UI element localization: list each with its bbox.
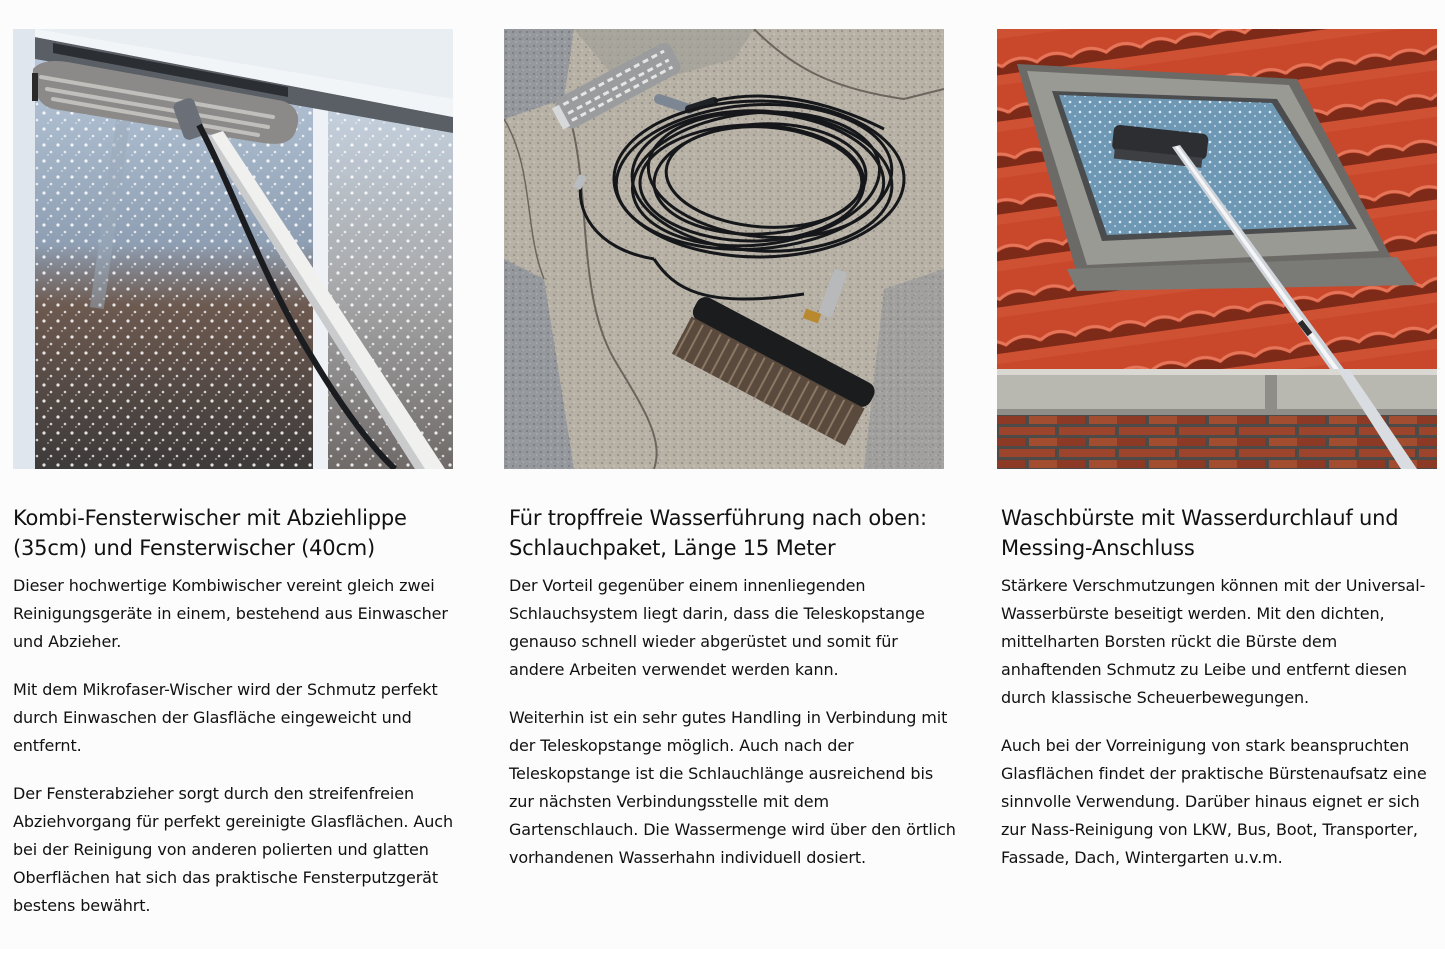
- feature-text-combi-wiper: [13, 503, 465, 920]
- window-wiper-illustration: [13, 29, 453, 469]
- feature-paragraph: Mit dem Mikrofaser-Wischer wird der Schmutz perfekt durch Einwaschen der Glasfläche eingeweicht und entfernt.: [13, 680, 438, 755]
- hose-and-brush-illustration: [504, 29, 944, 469]
- page-bottom-strip: [0, 949, 1445, 963]
- feature-title: Für tropffreie Wasserführung nach oben: Schlauchpaket, Länge 15 Meter: [509, 506, 927, 560]
- feature-paragraph: Weiterhin ist ein sehr gutes Handling in Verbindung mit der Teleskopstange möglich. Auch nach der Teleskopstange ist die Schlauchlänge ausreichend bis zur nächsten Verbindungsstelle mit dem Gartenschlauch. Die Wassermenge wird über den örtlich vorhandenen Wasserhahn individuell dosiert.: [509, 708, 956, 867]
- roof-window-brush-illustration: [997, 29, 1437, 469]
- product-photo-combi-wiper: [13, 29, 453, 469]
- feature-card-wash-brush: [997, 29, 1442, 872]
- product-photo-wash-brush: [997, 29, 1437, 469]
- feature-text-wash-brush: [997, 503, 1442, 872]
- feature-paragraph: Auch bei der Vorreinigung von stark beanspruchten Glasflächen findet der praktische Bürstenaufsatz eine sinnvolle Verwendung. Darüber hinaus eignet er sich zur Nass-Reinigung von LKW, Bus, Boot, Transporter, Fassade, Dach, Wintergarten u.v.m.: [1001, 736, 1427, 867]
- feature-title: Kombi-Fensterwischer mit Abziehlippe (35cm) und Fensterwischer (40cm): [13, 506, 407, 560]
- feature-paragraph: Stärkere Verschmutzungen können mit der Universal-Wasserbürste beseitigt werden. Mit den dichten, mittelharten Borsten rückt die Bürste dem anhaftenden Schmutz zu Leibe und entfernt diesen durch klassische Scheuerbewegungen.: [1001, 576, 1426, 707]
- feature-text-hose-package: [504, 503, 956, 872]
- product-photo-hose-package: [504, 29, 944, 469]
- feature-paragraph: Der Fensterabzieher sorgt durch den streifenfreien Abziehvorgang für perfekt gereinigte Glasflächen. Auch bei der Reinigung von anderen polierten und glatten Oberflächen hat sich das praktische Fensterputzgerät bestens bewährt.: [13, 784, 453, 915]
- feature-paragraph: Dieser hochwertige Kombiwischer vereint gleich zwei Reinigungsgeräte in einem, bestehend aus Einwascher und Abzieher.: [13, 576, 448, 651]
- feature-title: Waschbürste mit Wasserdurchlauf und Messing-Anschluss: [1001, 506, 1399, 560]
- feature-paragraph: Der Vorteil gegenüber einem innenliegenden Schlauchsystem liegt darin, dass die Teleskopstange genauso schnell wieder abgerüstet und somit für andere Arbeiten verwendet werden kann.: [509, 576, 925, 679]
- feature-card-hose-package: [504, 29, 956, 892]
- feature-card-combi-wiper: [13, 29, 465, 940]
